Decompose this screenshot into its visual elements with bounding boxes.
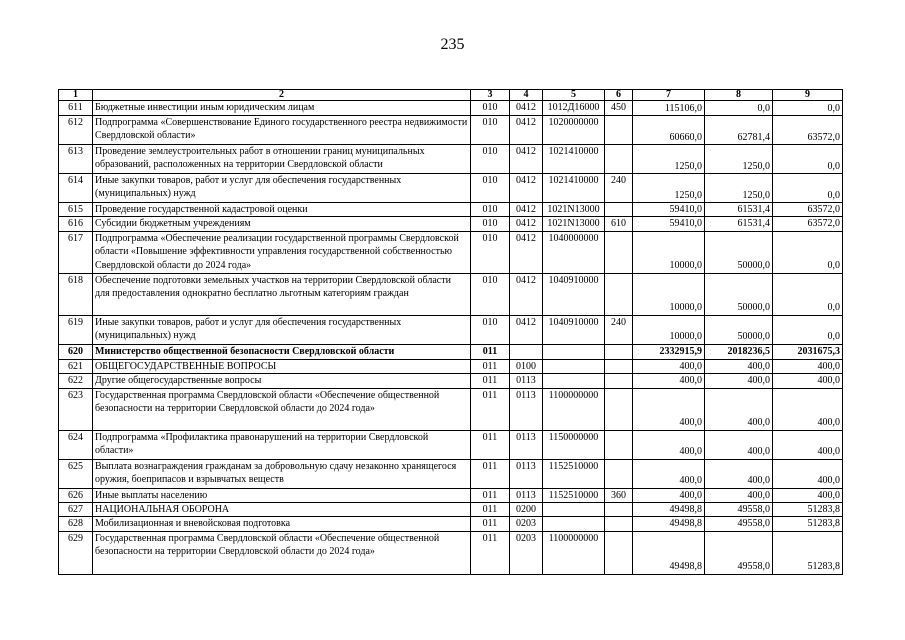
- table-row: [59, 459, 843, 488]
- amount-year3-cell: 400,0: [773, 430, 843, 459]
- amount-year1-cell: 1250,0: [633, 174, 705, 203]
- table-row: [59, 315, 843, 344]
- expense-type-cell: [605, 231, 633, 273]
- section-code-cell: 0200: [510, 503, 543, 517]
- expense-type-cell: [605, 374, 633, 388]
- table-row: [59, 374, 843, 388]
- amount-year1-cell: 400,0: [633, 359, 705, 373]
- section-code-cell: 0412: [510, 116, 543, 145]
- row-name-cell: ОБЩЕГОСУДАРСТВЕННЫЕ ВОПРОСЫ: [93, 359, 471, 373]
- amount-year3-cell: 51283,8: [773, 531, 843, 574]
- expense-type-cell: [605, 116, 633, 145]
- table-row: [59, 503, 843, 517]
- amount-year3-cell: 0,0: [773, 145, 843, 174]
- section-code-cell: 0203: [510, 517, 543, 531]
- target-code-cell: 1152510000: [543, 459, 605, 488]
- target-code-cell: 1021N13000: [543, 217, 605, 231]
- row-name-cell: Государственная программа Свердловской области «Обеспечение общественной безопасности на территории Свердловской области до 2024 года»: [93, 531, 471, 574]
- section-code-cell: 0100: [510, 359, 543, 373]
- amount-year3-cell: 400,0: [773, 359, 843, 373]
- target-code-cell: 1040910000: [543, 315, 605, 344]
- amount-year2-cell: 1250,0: [705, 174, 773, 203]
- row-name-cell: Обеспечение подготовки земельных участков на территории Свердловской области для предоставления однократно бесплатно льготным категориям граждан: [93, 273, 471, 315]
- column-header-7: 7: [633, 90, 705, 101]
- amount-year1-cell: 10000,0: [633, 231, 705, 273]
- section-code-cell: 0203: [510, 531, 543, 574]
- amount-year3-cell: 0,0: [773, 315, 843, 344]
- amount-year2-cell: 400,0: [705, 488, 773, 502]
- row-number-cell: 615: [59, 203, 93, 217]
- row-number-cell: 611: [59, 101, 93, 116]
- section-code-cell: 0412: [510, 315, 543, 344]
- section-code-cell: 0412: [510, 145, 543, 174]
- amount-year2-cell: 400,0: [705, 430, 773, 459]
- budget-table: [58, 89, 843, 575]
- amount-year1-cell: 400,0: [633, 459, 705, 488]
- amount-year3-cell: 0,0: [773, 273, 843, 315]
- column-header-2: 2: [93, 90, 471, 101]
- target-code-cell: 1040000000: [543, 231, 605, 273]
- row-name-cell: Мобилизационная и вневойсковая подготовка: [93, 517, 471, 531]
- column-header-6: 6: [605, 90, 633, 101]
- section-code-cell: 0412: [510, 174, 543, 203]
- row-number-cell: 616: [59, 217, 93, 231]
- expense-type-cell: [605, 503, 633, 517]
- budget-table-container: [58, 89, 842, 575]
- row-name-cell: Проведение государственной кадастровой оценки: [93, 203, 471, 217]
- ministry-code-cell: 010: [471, 203, 510, 217]
- amount-year3-cell: 63572,0: [773, 217, 843, 231]
- section-code-cell: 0412: [510, 203, 543, 217]
- amount-year2-cell: 62781,4: [705, 116, 773, 145]
- row-name-cell: Иные выплаты населению: [93, 488, 471, 502]
- ministry-code-cell: 011: [471, 374, 510, 388]
- table-row: [59, 344, 843, 359]
- target-code-cell: 1040910000: [543, 273, 605, 315]
- amount-year2-cell: 50000,0: [705, 231, 773, 273]
- amount-year1-cell: 59410,0: [633, 217, 705, 231]
- target-code-cell: 1100000000: [543, 388, 605, 430]
- amount-year1-cell: 10000,0: [633, 315, 705, 344]
- row-number-cell: 614: [59, 174, 93, 203]
- expense-type-cell: [605, 273, 633, 315]
- amount-year1-cell: 400,0: [633, 430, 705, 459]
- amount-year2-cell: 400,0: [705, 374, 773, 388]
- amount-year2-cell: 400,0: [705, 459, 773, 488]
- amount-year3-cell: 0,0: [773, 101, 843, 116]
- column-header-5: 5: [543, 90, 605, 101]
- amount-year2-cell: 2018236,5: [705, 344, 773, 359]
- amount-year1-cell: 400,0: [633, 374, 705, 388]
- section-code-cell: 0113: [510, 430, 543, 459]
- expense-type-cell: 610: [605, 217, 633, 231]
- section-code-cell: 0113: [510, 388, 543, 430]
- row-name-cell: Выплата вознаграждения гражданам за добровольную сдачу незаконно хранящегося оружия, боеприпасов и взрывчатых веществ: [93, 459, 471, 488]
- ministry-code-cell: 011: [471, 459, 510, 488]
- expense-type-cell: 240: [605, 315, 633, 344]
- row-name-cell: Министерство общественной безопасности Свердловской области: [93, 344, 471, 359]
- row-number-cell: 626: [59, 488, 93, 502]
- section-code-cell: 0412: [510, 217, 543, 231]
- amount-year2-cell: 49558,0: [705, 517, 773, 531]
- amount-year1-cell: 60660,0: [633, 116, 705, 145]
- target-code-cell: 1152510000: [543, 488, 605, 502]
- table-row: [59, 116, 843, 145]
- ministry-code-cell: 010: [471, 231, 510, 273]
- row-number-cell: 618: [59, 273, 93, 315]
- target-code-cell: 1150000000: [543, 430, 605, 459]
- amount-year1-cell: 115106,0: [633, 101, 705, 116]
- target-code-cell: 1012Д16000: [543, 101, 605, 116]
- row-number-cell: 620: [59, 344, 93, 359]
- table-row: [59, 273, 843, 315]
- row-number-cell: 627: [59, 503, 93, 517]
- table-row: [59, 488, 843, 502]
- amount-year3-cell: 51283,8: [773, 503, 843, 517]
- row-number-cell: 624: [59, 430, 93, 459]
- column-header-9: 9: [773, 90, 843, 101]
- section-code-cell: 0412: [510, 231, 543, 273]
- table-row: [59, 217, 843, 231]
- ministry-code-cell: 011: [471, 503, 510, 517]
- ministry-code-cell: 011: [471, 488, 510, 502]
- table-header-row: [59, 90, 843, 101]
- column-header-3: 3: [471, 90, 510, 101]
- row-name-cell: Иные закупки товаров, работ и услуг для обеспечения государственных (муниципальных) нужд: [93, 174, 471, 203]
- ministry-code-cell: 011: [471, 388, 510, 430]
- amount-year1-cell: 49498,8: [633, 517, 705, 531]
- expense-type-cell: [605, 344, 633, 359]
- column-header-1: 1: [59, 90, 93, 101]
- expense-type-cell: 240: [605, 174, 633, 203]
- target-code-cell: 1021N13000: [543, 203, 605, 217]
- amount-year2-cell: 61531,4: [705, 217, 773, 231]
- row-name-cell: Подпрограмма «Совершенствование Единого государственного реестра недвижимости Свердловской области»: [93, 116, 471, 145]
- ministry-code-cell: 011: [471, 359, 510, 373]
- section-code-cell: 0412: [510, 273, 543, 315]
- row-name-cell: Подпрограмма «Профилактика правонарушений на территории Свердловской области»: [93, 430, 471, 459]
- amount-year2-cell: 50000,0: [705, 273, 773, 315]
- amount-year1-cell: 10000,0: [633, 273, 705, 315]
- expense-type-cell: 360: [605, 488, 633, 502]
- amount-year3-cell: 0,0: [773, 231, 843, 273]
- expense-type-cell: [605, 430, 633, 459]
- amount-year1-cell: 400,0: [633, 388, 705, 430]
- row-number-cell: 613: [59, 145, 93, 174]
- amount-year2-cell: 61531,4: [705, 203, 773, 217]
- table-row: [59, 174, 843, 203]
- row-number-cell: 629: [59, 531, 93, 574]
- expense-type-cell: [605, 531, 633, 574]
- amount-year3-cell: 0,0: [773, 174, 843, 203]
- expense-type-cell: [605, 517, 633, 531]
- table-row: [59, 430, 843, 459]
- table-row: [59, 388, 843, 430]
- amount-year2-cell: 1250,0: [705, 145, 773, 174]
- table-row: [59, 531, 843, 574]
- row-name-cell: Проведение землеустроительных работ в отношении границ муниципальных образований, расположенных на территории Свердловской области: [93, 145, 471, 174]
- section-code-cell: [510, 344, 543, 359]
- target-code-cell: [543, 517, 605, 531]
- expense-type-cell: [605, 459, 633, 488]
- amount-year3-cell: 63572,0: [773, 116, 843, 145]
- ministry-code-cell: 010: [471, 116, 510, 145]
- amount-year2-cell: 49558,0: [705, 503, 773, 517]
- amount-year2-cell: 400,0: [705, 359, 773, 373]
- amount-year1-cell: 49498,8: [633, 531, 705, 574]
- row-name-cell: Государственная программа Свердловской области «Обеспечение общественной безопасности на территории Свердловской области до 2024 года»: [93, 388, 471, 430]
- row-name-cell: Бюджетные инвестиции иным юридическим лицам: [93, 101, 471, 116]
- ministry-code-cell: 010: [471, 315, 510, 344]
- table-row: [59, 203, 843, 217]
- row-number-cell: 619: [59, 315, 93, 344]
- ministry-code-cell: 010: [471, 217, 510, 231]
- amount-year3-cell: 400,0: [773, 488, 843, 502]
- section-code-cell: 0113: [510, 459, 543, 488]
- amount-year1-cell: 49498,8: [633, 503, 705, 517]
- target-code-cell: 1021410000: [543, 174, 605, 203]
- amount-year3-cell: 2031675,3: [773, 344, 843, 359]
- target-code-cell: [543, 503, 605, 517]
- row-number-cell: 612: [59, 116, 93, 145]
- amount-year2-cell: 50000,0: [705, 315, 773, 344]
- ministry-code-cell: 010: [471, 273, 510, 315]
- row-name-cell: Субсидии бюджетным учреждениям: [93, 217, 471, 231]
- amount-year1-cell: 59410,0: [633, 203, 705, 217]
- table-row: [59, 231, 843, 273]
- section-code-cell: 0412: [510, 101, 543, 116]
- amount-year1-cell: 2332915,9: [633, 344, 705, 359]
- ministry-code-cell: 010: [471, 174, 510, 203]
- table-row: [59, 145, 843, 174]
- expense-type-cell: [605, 359, 633, 373]
- expense-type-cell: [605, 203, 633, 217]
- row-number-cell: 625: [59, 459, 93, 488]
- row-name-cell: Иные закупки товаров, работ и услуг для обеспечения государственных (муниципальных) нужд: [93, 315, 471, 344]
- ministry-code-cell: 011: [471, 344, 510, 359]
- row-name-cell: Подпрограмма «Обеспечение реализации государственной программы Свердловской области «Повышение эффективности управления государственной собственностью Свердловской области до 2024 года»: [93, 231, 471, 273]
- row-number-cell: 628: [59, 517, 93, 531]
- row-number-cell: 622: [59, 374, 93, 388]
- amount-year3-cell: 400,0: [773, 388, 843, 430]
- amount-year2-cell: 400,0: [705, 388, 773, 430]
- page-number: 235: [440, 36, 465, 53]
- column-header-4: 4: [510, 90, 543, 101]
- amount-year3-cell: 51283,8: [773, 517, 843, 531]
- ministry-code-cell: 011: [471, 531, 510, 574]
- row-name-cell: Другие общегосударственные вопросы: [93, 374, 471, 388]
- table-row: [59, 517, 843, 531]
- expense-type-cell: [605, 145, 633, 174]
- ministry-code-cell: 010: [471, 145, 510, 174]
- section-code-cell: 0113: [510, 374, 543, 388]
- table-row: [59, 101, 843, 116]
- amount-year3-cell: 400,0: [773, 459, 843, 488]
- table-row: [59, 359, 843, 373]
- row-number-cell: 617: [59, 231, 93, 273]
- ministry-code-cell: 010: [471, 101, 510, 116]
- amount-year1-cell: 400,0: [633, 488, 705, 502]
- amount-year3-cell: 400,0: [773, 374, 843, 388]
- row-number-cell: 623: [59, 388, 93, 430]
- expense-type-cell: [605, 388, 633, 430]
- ministry-code-cell: 011: [471, 430, 510, 459]
- target-code-cell: 1020000000: [543, 116, 605, 145]
- amount-year2-cell: 49558,0: [705, 531, 773, 574]
- target-code-cell: [543, 374, 605, 388]
- target-code-cell: [543, 344, 605, 359]
- amount-year3-cell: 63572,0: [773, 203, 843, 217]
- table-body: [59, 101, 843, 575]
- ministry-code-cell: 011: [471, 517, 510, 531]
- row-number-cell: 621: [59, 359, 93, 373]
- section-code-cell: 0113: [510, 488, 543, 502]
- column-header-8: 8: [705, 90, 773, 101]
- amount-year1-cell: 1250,0: [633, 145, 705, 174]
- target-code-cell: 1021410000: [543, 145, 605, 174]
- amount-year2-cell: 0,0: [705, 101, 773, 116]
- row-name-cell: НАЦИОНАЛЬНАЯ ОБОРОНА: [93, 503, 471, 517]
- target-code-cell: [543, 359, 605, 373]
- expense-type-cell: 450: [605, 101, 633, 116]
- target-code-cell: 1100000000: [543, 531, 605, 574]
